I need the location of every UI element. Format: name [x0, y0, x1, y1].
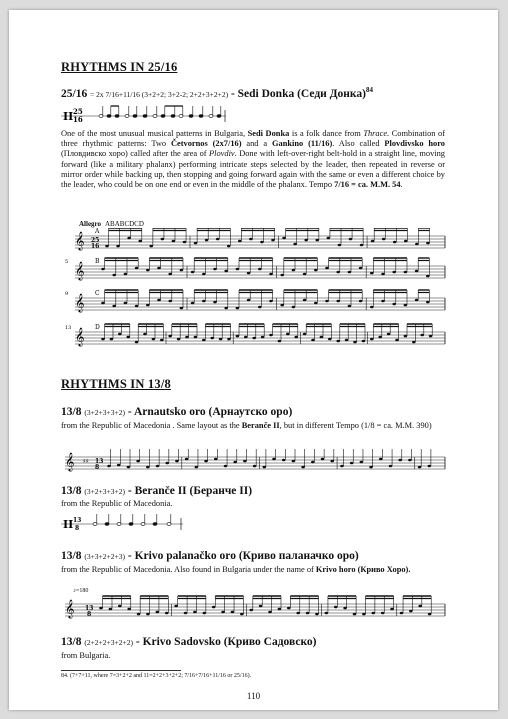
note-head — [167, 523, 171, 526]
note-head — [107, 465, 111, 468]
staff-lines — [65, 604, 445, 616]
note-head — [282, 237, 286, 240]
note-head — [172, 240, 176, 243]
note-head — [236, 268, 240, 271]
treble-clef-icon: 𝄞 — [75, 231, 85, 250]
note-head — [253, 465, 257, 468]
note-head — [146, 466, 150, 469]
note-head — [184, 612, 188, 615]
note-head — [415, 270, 419, 273]
note-head — [185, 336, 189, 339]
note-head — [194, 242, 198, 245]
note-head — [426, 275, 430, 278]
note-head — [292, 269, 296, 272]
note-head — [109, 608, 113, 611]
note-head — [301, 466, 305, 469]
note-head — [272, 458, 276, 461]
note-head — [321, 458, 325, 461]
note-head — [398, 459, 402, 462]
note-head — [314, 269, 318, 272]
note-head — [369, 466, 373, 469]
note-head — [387, 333, 391, 336]
note-head — [379, 458, 383, 461]
note-head — [124, 273, 128, 276]
note-head — [212, 606, 216, 609]
note-head — [168, 335, 172, 338]
note-head — [247, 272, 251, 275]
note-head — [327, 237, 331, 240]
note-head — [404, 335, 408, 338]
note-head — [133, 115, 137, 118]
section-heading-25-16: RHYTHMS IN 25/16 — [61, 60, 178, 74]
note-head — [429, 335, 433, 338]
note-head — [262, 466, 266, 469]
note-head — [287, 607, 291, 610]
note-head — [393, 241, 397, 244]
note-head — [362, 613, 366, 616]
svg-text:16: 16 — [73, 115, 83, 124]
note-head — [268, 611, 272, 614]
note-head — [427, 465, 431, 468]
note-head — [101, 268, 105, 271]
page-number: 110 — [246, 691, 261, 701]
note-head — [280, 304, 284, 307]
section-letter: C — [95, 290, 100, 297]
note-head — [260, 241, 264, 244]
measure-number: 13 — [65, 325, 72, 331]
note-head — [216, 238, 220, 241]
note-head — [193, 611, 197, 614]
note-head — [191, 271, 195, 274]
note-head — [152, 338, 156, 341]
svg-text:13: 13 — [73, 517, 82, 524]
note-head — [160, 339, 164, 342]
svg-text:13: 13 — [85, 605, 94, 612]
treble-clef-icon: 𝄞 — [75, 327, 85, 346]
note-head — [99, 607, 103, 610]
measure-number: 9 — [65, 291, 69, 297]
note-head — [303, 299, 307, 302]
note-head — [353, 341, 357, 344]
note-head — [191, 302, 195, 305]
note-head — [101, 302, 105, 305]
note-head — [93, 523, 97, 526]
note-head — [112, 274, 116, 277]
footnote-rule — [61, 670, 181, 671]
note-head — [293, 243, 297, 246]
svg-text:16: 16 — [91, 243, 100, 250]
treble-clef-icon: 𝄞 — [75, 261, 85, 280]
note-head — [213, 268, 217, 271]
note-head — [227, 338, 231, 341]
note-head — [400, 612, 404, 615]
krivo-palanacko-staff — [61, 592, 451, 624]
note-head — [179, 115, 183, 118]
note-head — [404, 240, 408, 243]
note-head — [381, 300, 385, 303]
note-head — [156, 611, 160, 614]
note-head — [336, 340, 340, 343]
note-head — [415, 299, 419, 302]
note-head — [146, 269, 150, 272]
section-letter: A — [95, 228, 100, 235]
note-head — [336, 271, 340, 274]
krivo-sadovsko-heading: 13/8 (2+2+2+3+2+2) - Krivo Sadovsko (Криво Садовско) — [61, 636, 317, 648]
note-head — [306, 612, 310, 615]
note-head — [415, 243, 419, 246]
note-head — [165, 462, 169, 465]
note-head — [336, 300, 340, 303]
note-head — [345, 339, 349, 342]
note-head — [135, 341, 139, 344]
note-head — [360, 461, 364, 464]
note-head — [146, 304, 150, 307]
section-heading-13-8: RHYTHMS IN 13/8 — [61, 377, 171, 391]
note-head — [105, 523, 109, 526]
note-head — [194, 336, 198, 339]
note-head — [378, 336, 382, 339]
note-head — [157, 299, 161, 302]
note-head — [381, 273, 385, 276]
note-head — [420, 334, 424, 337]
note-head — [395, 339, 399, 342]
note-head — [382, 238, 386, 241]
note-head — [136, 460, 140, 463]
note-head — [426, 242, 430, 245]
note-head — [244, 336, 248, 339]
sedi-donka-heading: 25/16 = 2x 7/16+11/16 (3+2+2; 3+2-2; 2+2+3+2+2) - Sedi Donka (Седи Донка)$^{84}$ — [61, 86, 373, 100]
note-head — [153, 115, 157, 118]
note-head — [116, 245, 120, 248]
note-head — [343, 607, 347, 610]
note-head — [240, 613, 244, 616]
note-head — [249, 609, 253, 612]
note-head — [338, 244, 342, 247]
note-head — [278, 608, 282, 611]
note-head — [271, 239, 275, 242]
note-head — [189, 115, 193, 118]
note-head — [118, 605, 122, 608]
note-head — [320, 336, 324, 339]
sedi-donka-paragraph: One of the most unusual musical patterns in Bulgaria, Sedi Donka is a folk dance from Thrace. Combination of three rhythmic patterns: Two Četvornos (2x7/16) and a Gankino (11/16). Also called Plovdivsko horo (Пловдивско хоро) called after the area of Plovdiv. Done with left-over-right belt-hold in a straight line, moving forward (like a military phalanx) performing intricate steps selected by the leader, then repeated in reverse or mirror order while backing up, then stopping and going forward again with the same or even a different choice by the leader, who could be on one end or even in the middle of the phalanx. Tempo 7/16 = ca. M.M. 54. — [61, 129, 445, 190]
note-head — [157, 267, 161, 270]
note-head — [213, 301, 217, 304]
svg-text:25: 25 — [91, 237, 100, 244]
note-head — [137, 613, 141, 616]
note-head — [125, 115, 129, 118]
note-head — [360, 244, 364, 247]
note-head — [412, 341, 416, 344]
svg-text:25: 25 — [73, 107, 83, 116]
note-head — [418, 605, 422, 608]
note-head — [217, 115, 221, 118]
note-head — [124, 302, 128, 305]
note-head — [359, 300, 363, 303]
note-head — [117, 464, 121, 467]
note-head — [252, 337, 256, 340]
note-head — [195, 466, 199, 469]
note-head — [107, 115, 111, 118]
note-head — [238, 240, 242, 243]
note-head — [325, 267, 329, 270]
note-head — [325, 300, 329, 303]
note-head — [330, 460, 334, 463]
note-head — [117, 523, 121, 526]
berance-rhythm-staff — [61, 510, 191, 536]
note-head — [311, 461, 315, 464]
note-head — [149, 245, 153, 248]
treble-clef-icon: 𝄞 — [75, 293, 85, 312]
note-head — [381, 612, 385, 615]
note-head — [243, 460, 247, 463]
note-head — [180, 307, 184, 310]
note-head — [392, 271, 396, 274]
note-head — [204, 460, 208, 463]
note-head — [202, 273, 206, 276]
note-head — [135, 305, 139, 308]
note-head — [325, 612, 329, 615]
section-letter: B — [95, 258, 100, 265]
note-head — [161, 238, 165, 241]
document-page — [9, 10, 498, 710]
note-head — [249, 238, 253, 241]
note-head — [258, 268, 262, 271]
note-head — [350, 462, 354, 465]
section-letter: D — [95, 324, 100, 331]
tempo-marking: Allegro — [79, 220, 102, 228]
note-head — [202, 300, 206, 303]
note-head — [221, 611, 225, 614]
note-head — [141, 523, 145, 526]
note-head — [183, 241, 187, 244]
note-head — [236, 335, 240, 338]
note-head — [334, 606, 338, 609]
note-head — [224, 307, 228, 310]
arnautsko-heading: 13/8 (3+2+3+3+2) - Arnautsko oro (Арнаутско оро) — [61, 406, 293, 418]
svg-text:8: 8 — [87, 611, 92, 618]
form-label: ABABCDCD — [105, 220, 144, 228]
note-head — [210, 337, 214, 340]
note-head — [294, 336, 298, 339]
arnautsko-staff — [61, 447, 451, 477]
note-head — [175, 460, 179, 463]
note-head — [224, 270, 228, 273]
berance-heading: 13/8 (3+2+3+3+2) - Berančе II (Беранче II) — [61, 485, 253, 497]
note-head — [126, 336, 130, 339]
note-head — [205, 239, 209, 242]
note-head — [303, 333, 307, 336]
arnautsko-description: from the Republic of Macedonia . Same layout as the Berančе II, but in different Tempo (1/8 = ca. M.M. 390) — [61, 421, 432, 430]
notes — [93, 514, 171, 525]
note-head — [303, 273, 307, 276]
svg-text:8: 8 — [95, 464, 100, 471]
note-head — [143, 115, 147, 118]
note-head — [292, 460, 296, 463]
note-head — [418, 466, 422, 469]
note-head — [202, 339, 206, 342]
note-head — [185, 458, 189, 461]
note-head — [371, 612, 375, 615]
note-head — [362, 340, 366, 343]
note-head — [224, 465, 228, 468]
note-head — [314, 302, 318, 305]
note-head — [269, 334, 273, 337]
note-head — [353, 613, 357, 616]
note-head — [428, 613, 432, 616]
note-head — [214, 458, 218, 461]
note-head — [370, 338, 374, 341]
measure-number: 5 — [65, 259, 69, 265]
treble-clef-icon: 𝄞 — [65, 599, 75, 618]
note-head — [404, 304, 408, 307]
note-head — [286, 333, 290, 336]
note-head — [426, 301, 430, 304]
note-head — [370, 272, 374, 275]
note-head — [282, 459, 286, 462]
note-head — [112, 305, 116, 308]
note-head — [177, 338, 181, 341]
note-head — [315, 239, 319, 242]
svg-text:II: II — [63, 110, 74, 123]
note-head — [371, 240, 375, 243]
note-head — [370, 306, 374, 309]
note-head — [280, 274, 284, 277]
krivo-palanacko-description: from the Republic of Macedonia. Also found in Bulgaria under the name of Krivo horo (Криво Хоро). — [61, 565, 411, 574]
svg-text:8: 8 — [75, 525, 80, 532]
note-head — [168, 300, 172, 303]
note-head — [349, 238, 353, 241]
sedi-donka-score — [61, 228, 451, 358]
note-head — [247, 299, 251, 302]
sedi-rhythm-staff — [61, 102, 231, 126]
note-head — [115, 115, 119, 118]
note-head — [174, 605, 178, 608]
note-head — [233, 461, 237, 464]
krivo-tempo: ♪=180 — [73, 588, 89, 594]
note-head — [269, 273, 273, 276]
note-head — [409, 610, 413, 613]
note-head — [161, 115, 165, 118]
note-head — [127, 237, 131, 240]
note-head — [180, 269, 184, 272]
note-head — [219, 338, 223, 341]
note-head — [404, 271, 408, 274]
krivo-sadovsko-description: from Bulgaria. — [61, 651, 111, 660]
svg-text:♯♯: ♯♯ — [83, 458, 89, 465]
note-head — [278, 340, 282, 343]
note-head — [101, 338, 105, 341]
footnote: 84. (7+7+11, where 7=3+2+2 and 11=2+2+3+2+2; 7/16+7/16+11/16 or 25/16). — [61, 673, 252, 679]
note-head — [118, 333, 122, 336]
svg-text:II: II — [63, 518, 74, 531]
note-head — [231, 611, 235, 614]
note-head — [392, 303, 396, 306]
note-head — [269, 300, 273, 303]
note-head — [146, 613, 150, 616]
note-head — [315, 613, 319, 616]
krivo-palanacko-heading: 13/8 (3+3+2+2+3) - Krivo palanačko oro (Криво паланачко оро) — [61, 550, 359, 562]
note-head — [127, 466, 131, 469]
note-head — [311, 339, 315, 342]
note-head — [328, 338, 332, 341]
svg-text:13: 13 — [95, 458, 104, 465]
berance-description: from the Republic of Macedonia. — [61, 499, 173, 508]
note-head — [153, 523, 157, 526]
note-head — [227, 245, 231, 248]
note-head — [304, 239, 308, 242]
note-head — [292, 306, 296, 309]
note-head — [143, 333, 147, 336]
note-head — [168, 273, 172, 276]
note-head — [199, 115, 203, 118]
note-head — [348, 271, 352, 274]
note-head — [359, 267, 363, 270]
note-head — [127, 608, 131, 611]
note-head — [340, 465, 344, 468]
note-head — [261, 336, 265, 339]
note-head — [408, 459, 412, 462]
note-head — [110, 338, 114, 341]
treble-clef-icon: 𝄞 — [65, 452, 75, 471]
note-head — [296, 612, 300, 615]
note-head — [389, 465, 393, 468]
note-head — [171, 115, 175, 118]
note-head — [165, 612, 169, 615]
note-head — [348, 305, 352, 308]
note-head — [138, 240, 142, 243]
note-head — [99, 115, 103, 118]
note-head — [202, 612, 206, 615]
note-head — [135, 267, 139, 270]
note-head — [236, 307, 240, 310]
note-head — [259, 605, 263, 608]
note-head — [156, 465, 160, 468]
note-head — [258, 306, 262, 309]
note-head — [105, 245, 109, 248]
note-head — [390, 608, 394, 611]
note-head — [209, 115, 213, 118]
note-head — [129, 523, 133, 526]
